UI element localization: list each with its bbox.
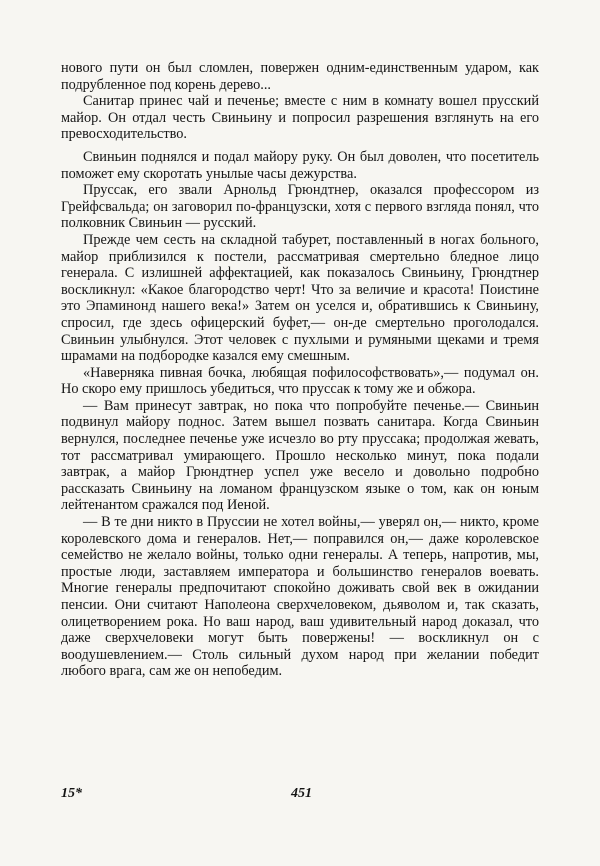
paragraph: Свиньин поднялся и подал майору руку. Он был доволен, что посетитель поможет ему скоротать унылые часы дежурства. xyxy=(61,148,539,182)
paragraph: — Вам принесут завтрак, но пока что попробуйте печенье.— Свиньин подвинул майору поднос. Затем вышел позвать санитара. Когда Свиньин вернулся, последнее печенье уже исчезло во рту пруссака; продолжая жевать, тот рассматривал умирающего. Прошло несколько минут, пока подали завтрак, а майор Грюндтнер успел уже весело и довольно подробно рассказать Свиньину на ломаном французском языке о том, как он юным лейтенантом сражался под Иеной. xyxy=(61,397,539,514)
signature-mark: 15* xyxy=(61,786,82,801)
page-footer xyxy=(61,786,539,806)
page-body xyxy=(61,60,539,680)
paragraph: Санитар принес чай и печенье; вместе с ним в комнату вошел прусский майор. Он отдал честь Свиньину и попросил разрешения взглянуть на его превосходительство. xyxy=(61,93,539,143)
paragraph: — В те дни никто в Пруссии не хотел войны,— уверял он,— никто, кроме королевского дома и генералов. Нет,— поправился он,— даже королевское семейство не желало войны, только одни генералы. А теперь, напротив, мы, простые люди, заставляем императора и большинство генералов воевать. Многие генералы предпочитают спокойно доживать свой век в ожидании пенсии. Они считают Наполеона сверхчеловеком, дьяволом и, так сказать, олицетворением рока. Но ваш народ, ваш удивительный народ доказал, что даже сверхчеловеки могут быть повержены! — воскликнул он с воодушевлением.— Столь сильный духом народ при желании победит любого врага, сам же он непобедим. xyxy=(61,514,539,680)
paragraph: Прежде чем сесть на складной табурет, поставленный в ногах больного, майор приблизился к постели, рассматривая смертельно бледное лицо генерала. С излишней аффектацией, как показалось Свиньину, Грюндтнер воскликнул: «Какое благородство черт! Что за величие и красота! Поистине это Эпаминонд нашего века!» Затем он уселся и, обратившись к Свиньину, спросил, где здесь офицерский буфет,— он-де смертельно проголодался. Свиньин улыбнулся. Этот человек с пухлыми и румяными щеками и тремя шрамами на подбородке казался ему смешным. xyxy=(61,231,539,365)
paragraph: Пруссак, его звали Арнольд Грюндтнер, оказался профессором из Грейфсвальда; он заговорил по-французски, хотя с первого взгляда понял, что полковник Свиньин — русский. xyxy=(61,182,539,232)
paragraph: нового пути он был сломлен, повержен одним-единственным ударом, как подрубленное под корень дерево... xyxy=(61,60,539,93)
paragraph: «Наверняка пивная бочка, любящая пофилософствовать»,— подумал он. Но скоро ему пришлось убедиться, что пруссак к тому же и обжора. xyxy=(61,364,539,398)
page-number: 451 xyxy=(291,786,312,801)
